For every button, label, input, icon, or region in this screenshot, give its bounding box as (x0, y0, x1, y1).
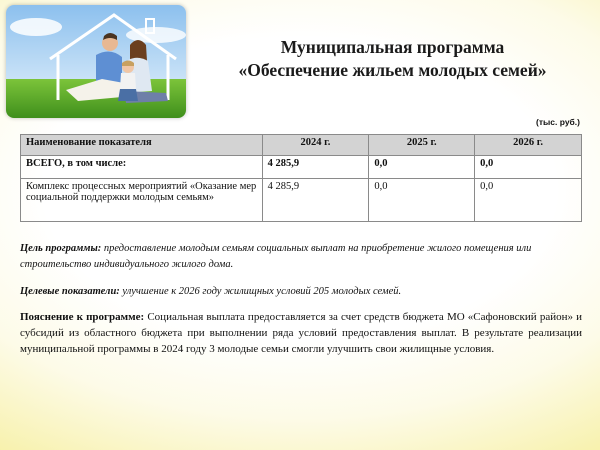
cell-2026: 0,0 (475, 179, 582, 222)
explanation-label: Пояснение к программе: (20, 311, 145, 323)
program-explanation (20, 309, 582, 357)
column-header-name: Наименование показателя (21, 135, 263, 156)
column-header-2024: 2024 г. (262, 135, 369, 156)
row-label: Комплекс процессных мероприятий «Оказание мер социальной поддержки молодым семьям» (21, 179, 263, 222)
table-row-complex (21, 179, 582, 222)
budget-table (20, 134, 582, 222)
column-header-2026: 2026 г. (475, 135, 582, 156)
table-header-row (21, 135, 582, 156)
title-line-2: «Обеспечение жильем молодых семей» (238, 60, 547, 80)
cell-2025: 0,0 (369, 179, 475, 222)
goal-label: Цель программы: (20, 243, 102, 254)
targets-text: улучшение к 2026 году жилищных условий 205 молодых семей. (122, 286, 402, 297)
cell-2025: 0,0 (369, 156, 475, 179)
target-indicators (20, 284, 580, 300)
page-title (195, 36, 590, 82)
cell-2024: 4 285,9 (262, 156, 369, 179)
targets-label: Целевые показатели: (20, 286, 120, 297)
unit-note: (тыс. руб.) (536, 117, 580, 127)
explanation-text: Социальная выплата предоставляется за счет средств бюджета МО «Сафоновский район» и субсидий из областного бюджета при выполнении ряда условий предоставления выплат. В результате реализации муниципальной программы в 2024 году 3 молодые семьи смогли улучшить свои жилищные условия. (20, 311, 582, 355)
title-line-1: Муниципальная программа (280, 37, 505, 57)
program-goal (20, 241, 580, 273)
goal-text: предоставление молодым семьям социальных выплат на приобретение жилого помещения или строительство индивидуального жилого дома. (20, 243, 532, 270)
column-header-2025: 2025 г. (369, 135, 475, 156)
family-house-photo (6, 5, 186, 118)
cell-2024: 4 285,9 (262, 179, 369, 222)
table-row-total (21, 156, 582, 179)
row-label: ВСЕГО, в том числе: (21, 156, 263, 179)
cell-2026: 0,0 (475, 156, 582, 179)
